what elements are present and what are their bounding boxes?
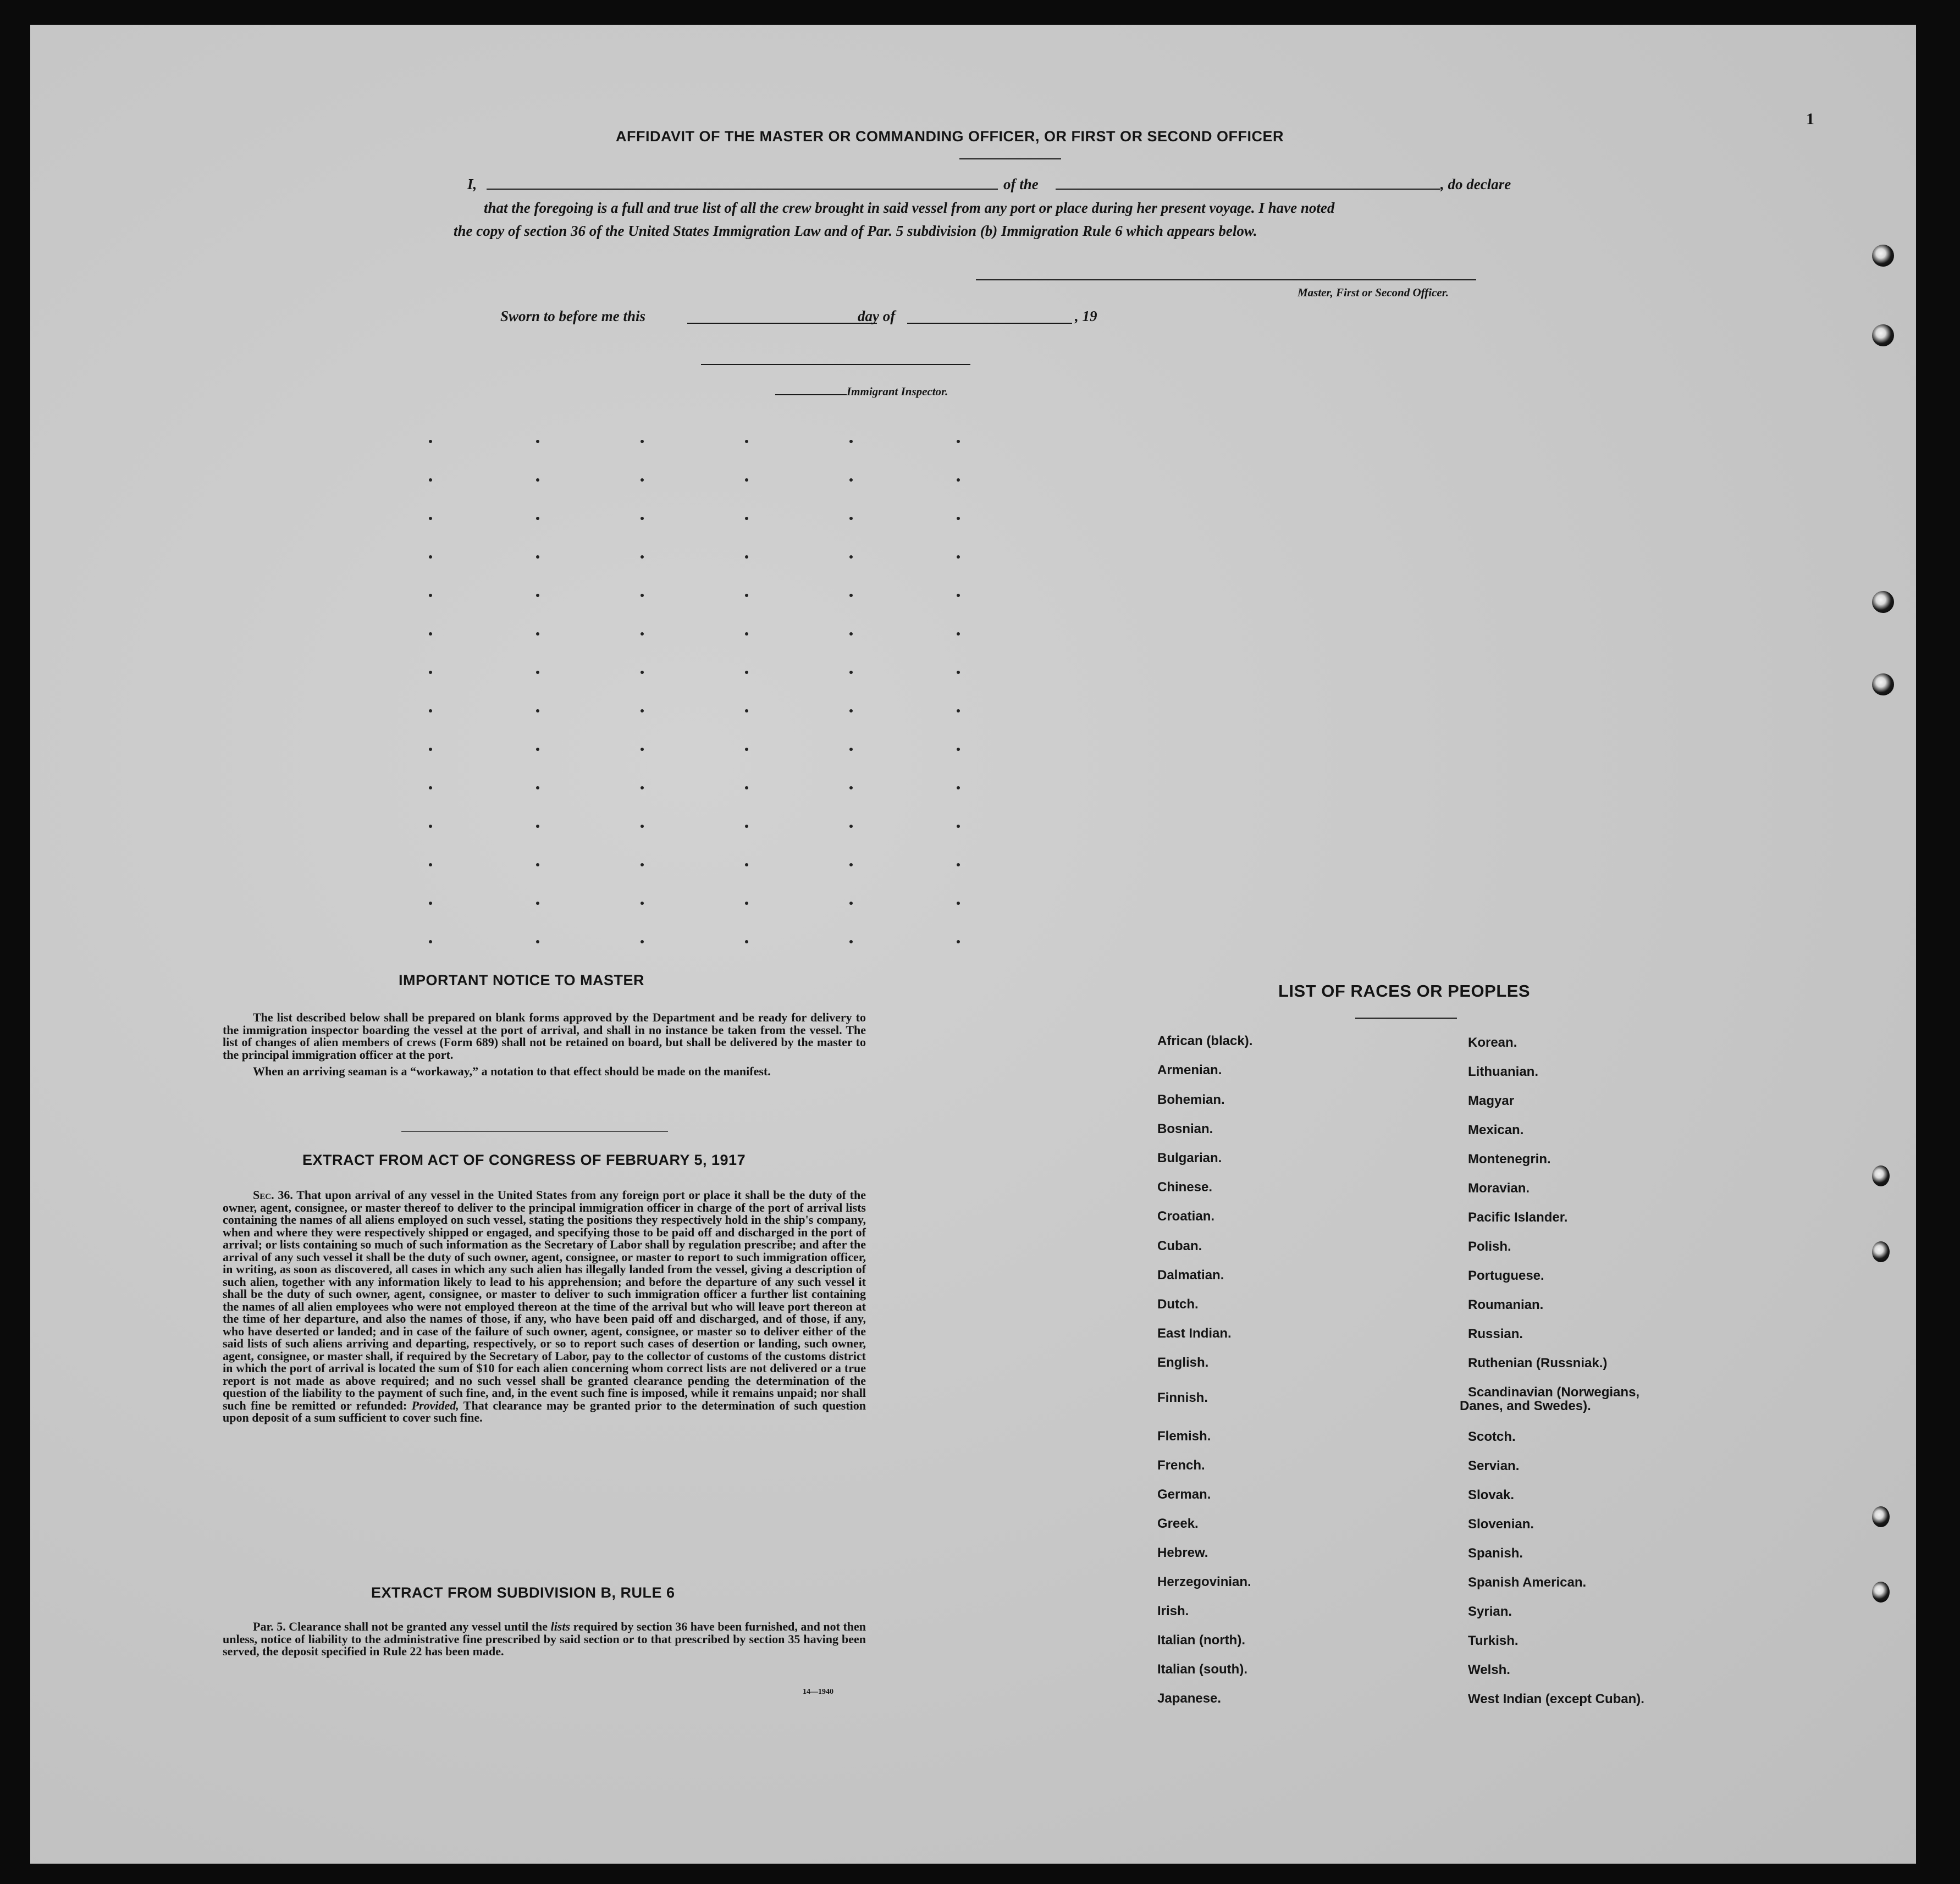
guide-dot (957, 555, 960, 559)
guide-dot (849, 709, 853, 712)
guide-dot (745, 555, 748, 559)
race-item: Roumanian. (1468, 1297, 1544, 1312)
race-item: West Indian (except Cuban). (1468, 1692, 1644, 1706)
guide-dot (849, 940, 853, 943)
declaration-line-2: that the foregoing is a full and true list of all the crew brought in said vessel from any port or place during her present voyage. I have noted (484, 200, 1335, 216)
heading-rule (959, 158, 1061, 159)
guide-dot (429, 632, 432, 636)
guide-dot (641, 478, 644, 482)
race-item: Hebrew. (1157, 1545, 1208, 1560)
race-item: Bohemian. (1157, 1092, 1225, 1107)
race-item: Italian (north). (1157, 1633, 1245, 1648)
race-item: Bulgarian. (1157, 1151, 1222, 1165)
guide-dot (641, 863, 644, 866)
guide-dot (641, 709, 644, 712)
race-item: Croatian. (1157, 1209, 1215, 1224)
act-extract-heading: EXTRACT FROM ACT OF CONGRESS OF FEBRUARY 5, 1917 (302, 1152, 746, 1168)
guide-dot (849, 786, 853, 789)
race-item: Montenegrin. (1468, 1152, 1551, 1167)
race-item: Syrian. (1468, 1604, 1512, 1619)
race-item: Scandinavian (Norwegians, (1468, 1385, 1640, 1400)
race-item: Spanish American. (1468, 1575, 1587, 1590)
race-item: Finnish. (1157, 1390, 1208, 1405)
guide-dot (745, 786, 748, 789)
document-page (30, 25, 1916, 1864)
guide-dot (957, 786, 960, 789)
race-item: Magyar (1468, 1093, 1515, 1108)
guide-dot (849, 671, 853, 674)
inspector-rule (775, 394, 847, 395)
rule-extract-text (223, 1621, 866, 1658)
guide-dot (957, 825, 960, 828)
rule-extract-heading: EXTRACT FROM SUBDIVISION B, RULE 6 (371, 1584, 675, 1601)
guide-dot (429, 440, 432, 443)
race-item: Cuban. (1157, 1239, 1202, 1253)
guide-dot (849, 555, 853, 559)
form-number: 14—1940 (803, 1688, 833, 1696)
sworn-prefix: Sworn to before me this (500, 308, 646, 324)
lists-word: lists (550, 1620, 571, 1633)
race-item: Welsh. (1468, 1662, 1510, 1677)
notice-text (223, 1012, 866, 1078)
race-item: Lithuanian. (1468, 1064, 1538, 1079)
race-item: Scotch. (1468, 1429, 1516, 1444)
sworn-day-of: day of (858, 308, 896, 324)
guide-dot (745, 632, 748, 636)
guide-dot (641, 440, 644, 443)
guide-dot (429, 671, 432, 674)
guide-dot (957, 902, 960, 905)
race-item: Danes, and Swedes). (1460, 1399, 1591, 1413)
guide-dot (957, 863, 960, 866)
guide-dot (957, 632, 960, 636)
guide-dot (641, 825, 644, 828)
race-item: Dalmatian. (1157, 1268, 1224, 1283)
race-item: Spanish. (1468, 1546, 1523, 1561)
guide-dot (745, 517, 748, 520)
guide-dot (429, 825, 432, 828)
sworn-day-blank[interactable] (687, 323, 877, 324)
guide-dot (536, 594, 539, 597)
sec-36-body: That upon arrival of any vessel in the United States from any foreign port or place it shall be the duty of the owner, agent, consignee, or master thereof to deliver to the principal immigration officer in charge of the port of arrival lists containing the names of all aliens employed on such vessel, stating the positions they respectively hold in the ship's company, when and where they were respectively shipped or engaged, and specifying those to be paid off and discharged in the port of arrival; or lists containing so much of such information as the Secretary of Labor shall by regulation prescribe; and after the arrival of any such vessel it shall be the duty of such owner, agent, consignee, or master to report to such immigration officer, in writing, as soon as discovered, all cases in which any such alien has illegally landed from the vessel, giving a description of such alien, together with any information likely to lead to his apprehension; and before the departure of any such vessel it shall be the duty of such owner, agent, consignee, or master to deliver to such immigration officer a further list containing the names of all alien employees who were not employed thereon at the time of the arrival but who will leave port thereon at the time of her departure, and also the names of those, if any, who have been paid off and discharged, and of those, if any, who have deserted or landed; and in case of the failure of such owner, agent, consignee, or master so to deliver either of the said lists of such aliens arriving and departing, respectively, or so to report such cases of desertion or landing, such owner, agent, consignee, or master shall, if required by the Secretary of Labor, pay to the collector of customs of the customs district in which the port of arrival is located the sum of $10 for each alien concerning whom correct lists are not delivered or a true report is not made as above required; and no such vessel shall be granted clearance pending the determination of the question of the liability to the payment of such fine, and, in the event such fine is imposed, while it remains unpaid; nor shall such fine be remitted or refunded: (223, 1188, 866, 1412)
race-item: Turkish. (1468, 1633, 1519, 1648)
guide-dot (849, 902, 853, 905)
guide-dot (536, 709, 539, 712)
vessel-blank[interactable] (1056, 189, 1440, 190)
inspector-label: Immigrant Inspector. (847, 385, 948, 398)
par5-text-cont: required by section 36 have been furnished, and not then unless, notice of liability to the administrative fine prescribed by said section or to that prescribed by section 35 having been served, the deposit specified in Rule 22 has been made. (223, 1620, 866, 1658)
guide-dot (849, 517, 853, 520)
guide-dot (641, 632, 644, 636)
guide-dot (536, 786, 539, 789)
notice-heading: IMPORTANT NOTICE TO MASTER (399, 972, 644, 988)
declaration-line-3: the copy of section 36 of the United States Immigration Law and of Par. 5 subdivision (b) Immigration Rule 6 which appears below. (454, 223, 1257, 239)
guide-dot (641, 555, 644, 559)
notice-para-2: When an arriving seaman is a “workaway,” a notation to that effect should be made on the manifest. (253, 1064, 771, 1078)
races-heading: LIST OF RACES OR PEOPLES (1278, 981, 1531, 1001)
guide-dot (849, 440, 853, 443)
guide-dot (536, 517, 539, 520)
punch-hole (1872, 324, 1894, 346)
race-item: Bosnian. (1157, 1121, 1213, 1136)
guide-dot (745, 594, 748, 597)
guide-dot (849, 748, 853, 751)
guide-dot (536, 902, 539, 905)
guide-dot (536, 940, 539, 943)
guide-dot (849, 863, 853, 866)
race-item: Korean. (1468, 1035, 1517, 1050)
guide-dot (536, 825, 539, 828)
race-item: Polish. (1468, 1239, 1511, 1254)
sworn-month-blank[interactable] (907, 323, 1072, 324)
guide-dot (429, 863, 432, 866)
sec-label: Sec. 36. (253, 1188, 293, 1202)
race-item: African (black). (1157, 1034, 1253, 1048)
race-item: Pacific Islander. (1468, 1210, 1568, 1225)
punch-hole (1872, 1582, 1890, 1603)
punch-hole (1872, 673, 1894, 695)
guide-dot (745, 902, 748, 905)
punch-hole (1872, 1241, 1890, 1262)
guide-dot (641, 786, 644, 789)
guide-dot (429, 478, 432, 482)
guide-dot (957, 594, 960, 597)
race-item: Ruthenian (Russniak.) (1468, 1356, 1608, 1371)
notice-para-1: The list described below shall be prepared on blank forms approved by the Department and be ready for delivery to the immigration inspector boarding the vessel at the port of arrival, and shall in no instance be taken from the vessel. The list of changes of alien members of crews (Form 689) shall not be retained on board, but shall be delivered by the master to the principal immigration officer at the port. (223, 1010, 866, 1062)
race-item: Irish. (1157, 1604, 1189, 1618)
guide-dot (745, 709, 748, 712)
signature-blank[interactable] (976, 279, 1476, 280)
race-item: Russian. (1468, 1327, 1523, 1341)
punch-hole (1872, 245, 1894, 267)
guide-dot (849, 478, 853, 482)
guide-dot (957, 940, 960, 943)
guide-dot (957, 748, 960, 751)
guide-dot (745, 940, 748, 943)
guide-dot (536, 478, 539, 482)
guide-dot (536, 748, 539, 751)
act-extract-text (223, 1189, 866, 1424)
guide-dot (536, 555, 539, 559)
race-item: Portuguese. (1468, 1268, 1544, 1283)
race-item: Greek. (1157, 1516, 1199, 1531)
guide-dot (429, 594, 432, 597)
race-item: Slovenian. (1468, 1517, 1534, 1532)
guide-dot (849, 632, 853, 636)
guide-dot (849, 594, 853, 597)
race-item: Herzegovinian. (1157, 1574, 1251, 1589)
race-item: East Indian. (1157, 1326, 1232, 1341)
declaration-i: I, (467, 176, 477, 192)
declaration-of-the: of the (1003, 176, 1039, 192)
guide-dot (641, 594, 644, 597)
guide-dot (745, 478, 748, 482)
guide-dot (641, 940, 644, 943)
provided-word: Provided, (411, 1398, 459, 1412)
race-item: Dutch. (1157, 1297, 1199, 1312)
race-item: Chinese. (1157, 1180, 1213, 1195)
guide-dot (429, 555, 432, 559)
race-item: English. (1157, 1355, 1209, 1370)
guide-dot (745, 748, 748, 751)
punch-hole (1872, 591, 1894, 613)
affidavit-heading: AFFIDAVIT OF THE MASTER OR COMMANDING OFFICER, OR FIRST OR SECOND OFFICER (616, 128, 1284, 145)
guide-dot (641, 748, 644, 751)
race-item: German. (1157, 1487, 1211, 1502)
guide-dot (536, 632, 539, 636)
guide-dot (745, 671, 748, 674)
guide-dot (957, 440, 960, 443)
race-item: Armenian. (1157, 1063, 1222, 1078)
guide-dot (429, 902, 432, 905)
guide-dot (957, 478, 960, 482)
race-item: Italian (south). (1157, 1662, 1247, 1677)
guide-dot (957, 709, 960, 712)
guide-dot (429, 517, 432, 520)
guide-dot (429, 940, 432, 943)
guide-dot (641, 671, 644, 674)
par5-text: Par. 5. Clearance shall not be granted any vessel until the (253, 1620, 548, 1633)
guide-dot (641, 517, 644, 520)
guide-dot (536, 863, 539, 866)
sworn-year: , 19 (1075, 308, 1097, 324)
guide-dot (429, 786, 432, 789)
guide-dot (957, 671, 960, 674)
notice-rule (401, 1131, 668, 1132)
races-rule (1355, 1018, 1457, 1019)
race-item: French. (1157, 1458, 1205, 1473)
race-item: Moravian. (1468, 1181, 1530, 1196)
guide-dot (536, 671, 539, 674)
declaration-do-declare: , do declare (1440, 176, 1511, 192)
guide-dot (957, 517, 960, 520)
race-item: Mexican. (1468, 1123, 1524, 1137)
guide-dot (745, 863, 748, 866)
race-item: Servian. (1468, 1458, 1520, 1473)
inspector-signature-blank[interactable] (701, 364, 970, 365)
name-blank[interactable] (487, 189, 998, 190)
signature-label: Master, First or Second Officer. (1298, 286, 1449, 299)
guide-dot (429, 748, 432, 751)
guide-dot (641, 902, 644, 905)
race-item: Japanese. (1157, 1691, 1222, 1706)
guide-dot (849, 825, 853, 828)
race-item: Flemish. (1157, 1429, 1211, 1444)
guide-dot (745, 825, 748, 828)
page-number: 1 (1806, 110, 1814, 128)
guide-dot (429, 709, 432, 712)
punch-hole (1872, 1165, 1890, 1186)
sec-36-proviso: That clearance may be granted prior to the determination of such question upon deposit of a sum sufficient to cover such fine. (223, 1398, 866, 1424)
guide-dot (536, 440, 539, 443)
punch-hole (1872, 1506, 1890, 1527)
race-item: Slovak. (1468, 1488, 1515, 1502)
guide-dot (745, 440, 748, 443)
